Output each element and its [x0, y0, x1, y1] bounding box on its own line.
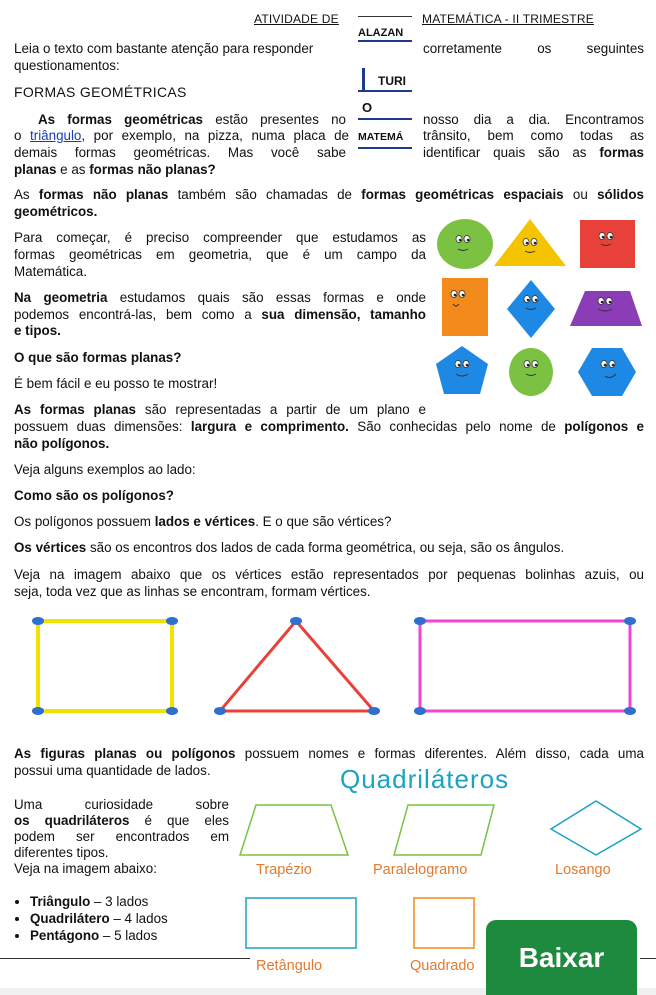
polygon-sides-list — [10, 893, 168, 944]
para1-line1: As formas geométricas estão presentes no — [38, 112, 346, 127]
para5-line3: não polígonos. — [14, 436, 110, 451]
header-mid-line — [358, 16, 412, 17]
para1-line1-right: nosso dia a dia. Encontramos — [423, 112, 644, 127]
para1-line4: planas e as formas não planas? — [14, 162, 216, 177]
para8: Os vértices são os encontros dos lados de cada forma geométrica, ou seja, são os ângulos. — [14, 540, 565, 555]
list-item: • Pentágono – 5 lados — [30, 927, 168, 944]
square-shape — [414, 898, 474, 948]
rhombus-shape — [551, 801, 641, 855]
para1-line2-right: trânsito, bem como todas as — [423, 128, 644, 143]
para5-line2: possuem duas dimensões: largura e comprimento. São conhecidas pelo nome de polígonos e — [14, 419, 644, 434]
label-retangulo: Retângulo — [256, 958, 323, 974]
red-square-shape — [580, 220, 635, 268]
yellow-square-vertices — [32, 617, 178, 715]
para9-line2: seja, toda vez que as linhas se encontram, formam vértices. — [14, 584, 371, 599]
label-paralelogramo: Paralelogramo — [373, 862, 468, 878]
header-left: ATIVIDADE DE — [254, 12, 339, 26]
trapezoid-shape — [240, 805, 348, 855]
label-losango: Losango — [555, 862, 611, 878]
curiosity-line5: Veja na imagem abaixo: — [14, 861, 157, 876]
intro-line1-right: corretamente os seguintes — [423, 41, 644, 56]
header-right: MATEMÁTICA - II TRIMESTRE — [422, 12, 594, 26]
blue-pentagon-shape — [436, 346, 488, 394]
stamp-bar — [362, 68, 365, 90]
para1-line3-right: identificar quais são as formas — [423, 145, 644, 160]
para7: Os polígonos possuem lados e vértices. E o que são vértices? — [14, 514, 392, 529]
parallelogram-shape — [394, 805, 494, 855]
para10-line2: possui uma quantidade de lados. — [14, 763, 211, 778]
stamp-line-3 — [358, 118, 412, 120]
para4-line1: Na geometria estudamos quais são essas formas e onde — [14, 290, 426, 305]
divider-left — [0, 958, 250, 959]
para4-line3: e tipos. — [14, 323, 61, 338]
vertices-illustration — [24, 610, 644, 722]
divider-right — [640, 958, 656, 959]
green-circle-shape — [437, 219, 493, 269]
quadrilaterals-title: Quadriláteros — [340, 764, 510, 794]
para1-line3: demais formas geométricas. Mas você sabe — [14, 145, 346, 160]
list-item: • Quadrilátero – 4 lados — [30, 910, 168, 927]
rectangle-shape — [246, 898, 356, 948]
blue-hexagon-shape — [578, 348, 636, 396]
green-oval-shape — [509, 348, 553, 396]
curiosity-line1: Uma curiosidade sobre — [14, 797, 229, 812]
triangulo-link[interactable]: triângulo — [30, 128, 82, 143]
stamp-text-2: TURI — [378, 74, 406, 88]
para3-line3: Matemática. — [14, 264, 87, 279]
para2-line2: geométricos. — [14, 204, 98, 219]
stamp-text-1: ALAZAN — [358, 27, 404, 39]
pink-rectangle-vertices — [414, 617, 636, 715]
para6: Veja alguns exemplos ao lado: — [14, 462, 196, 477]
stamp-line-4 — [358, 147, 412, 149]
para10-line1: As figuras planas ou polígonos possuem nomes e formas diferentes. Além disso, cada uma — [14, 746, 644, 761]
smiling-shapes-illustration — [430, 214, 652, 406]
para3-line2: formas geométricas em geometria, que é um campo da — [14, 247, 426, 262]
para2-line1: As formas não planas também são chamadas de formas geométricas espaciais ou sólidos — [14, 187, 644, 202]
intro-line2: questionamentos: — [14, 58, 120, 73]
label-quadrado: Quadrado — [410, 958, 475, 974]
question-flat-shapes: O que são formas planas? — [14, 350, 182, 365]
yellow-triangle-shape — [494, 219, 566, 266]
question-polygons: Como são os polígonos? — [14, 488, 174, 503]
download-button[interactable]: Baixar — [486, 920, 637, 995]
para3-line1: Para começar, é preciso compreender que estudamos as — [14, 230, 426, 245]
curiosity-line2: os quadriláteros é que eles — [14, 813, 229, 828]
curiosity-line3: podem ser encontrados em — [14, 829, 229, 844]
stamp-line — [358, 40, 412, 42]
para5-line1: As formas planas são representadas a partir de um plano e — [14, 402, 426, 417]
stamp-line-2 — [358, 90, 412, 92]
curiosity-line4: diferentes tipos. — [14, 845, 109, 860]
q1-answer: É bem fácil e eu posso te mostrar! — [14, 376, 218, 391]
intro-line1-left: Leia o texto com bastante atenção para responder — [14, 41, 314, 56]
red-triangle-vertices — [214, 617, 380, 715]
orange-rectangle-shape — [442, 278, 488, 336]
blue-diamond-shape — [507, 280, 555, 338]
label-trapezio: Trapézio — [256, 862, 312, 878]
para4-line2: podemos encontrá-las, bem como a sua dimensão, tamanho — [14, 307, 426, 322]
list-item: • Triângulo – 3 lados — [30, 893, 168, 910]
para1-line2: o triângulo, por exemplo, na pizza, numa placa de — [14, 128, 349, 143]
section-title: FORMAS GEOMÉTRICAS — [14, 84, 187, 100]
stamp-text-3: O — [362, 100, 373, 115]
stamp-text-4: MATEMÁ — [358, 131, 404, 143]
para9-line1: Veja na imagem abaixo que os vértices estão representados por pequenas bolinhas azuis, ou — [14, 567, 644, 582]
purple-trapezoid-shape — [570, 291, 642, 326]
